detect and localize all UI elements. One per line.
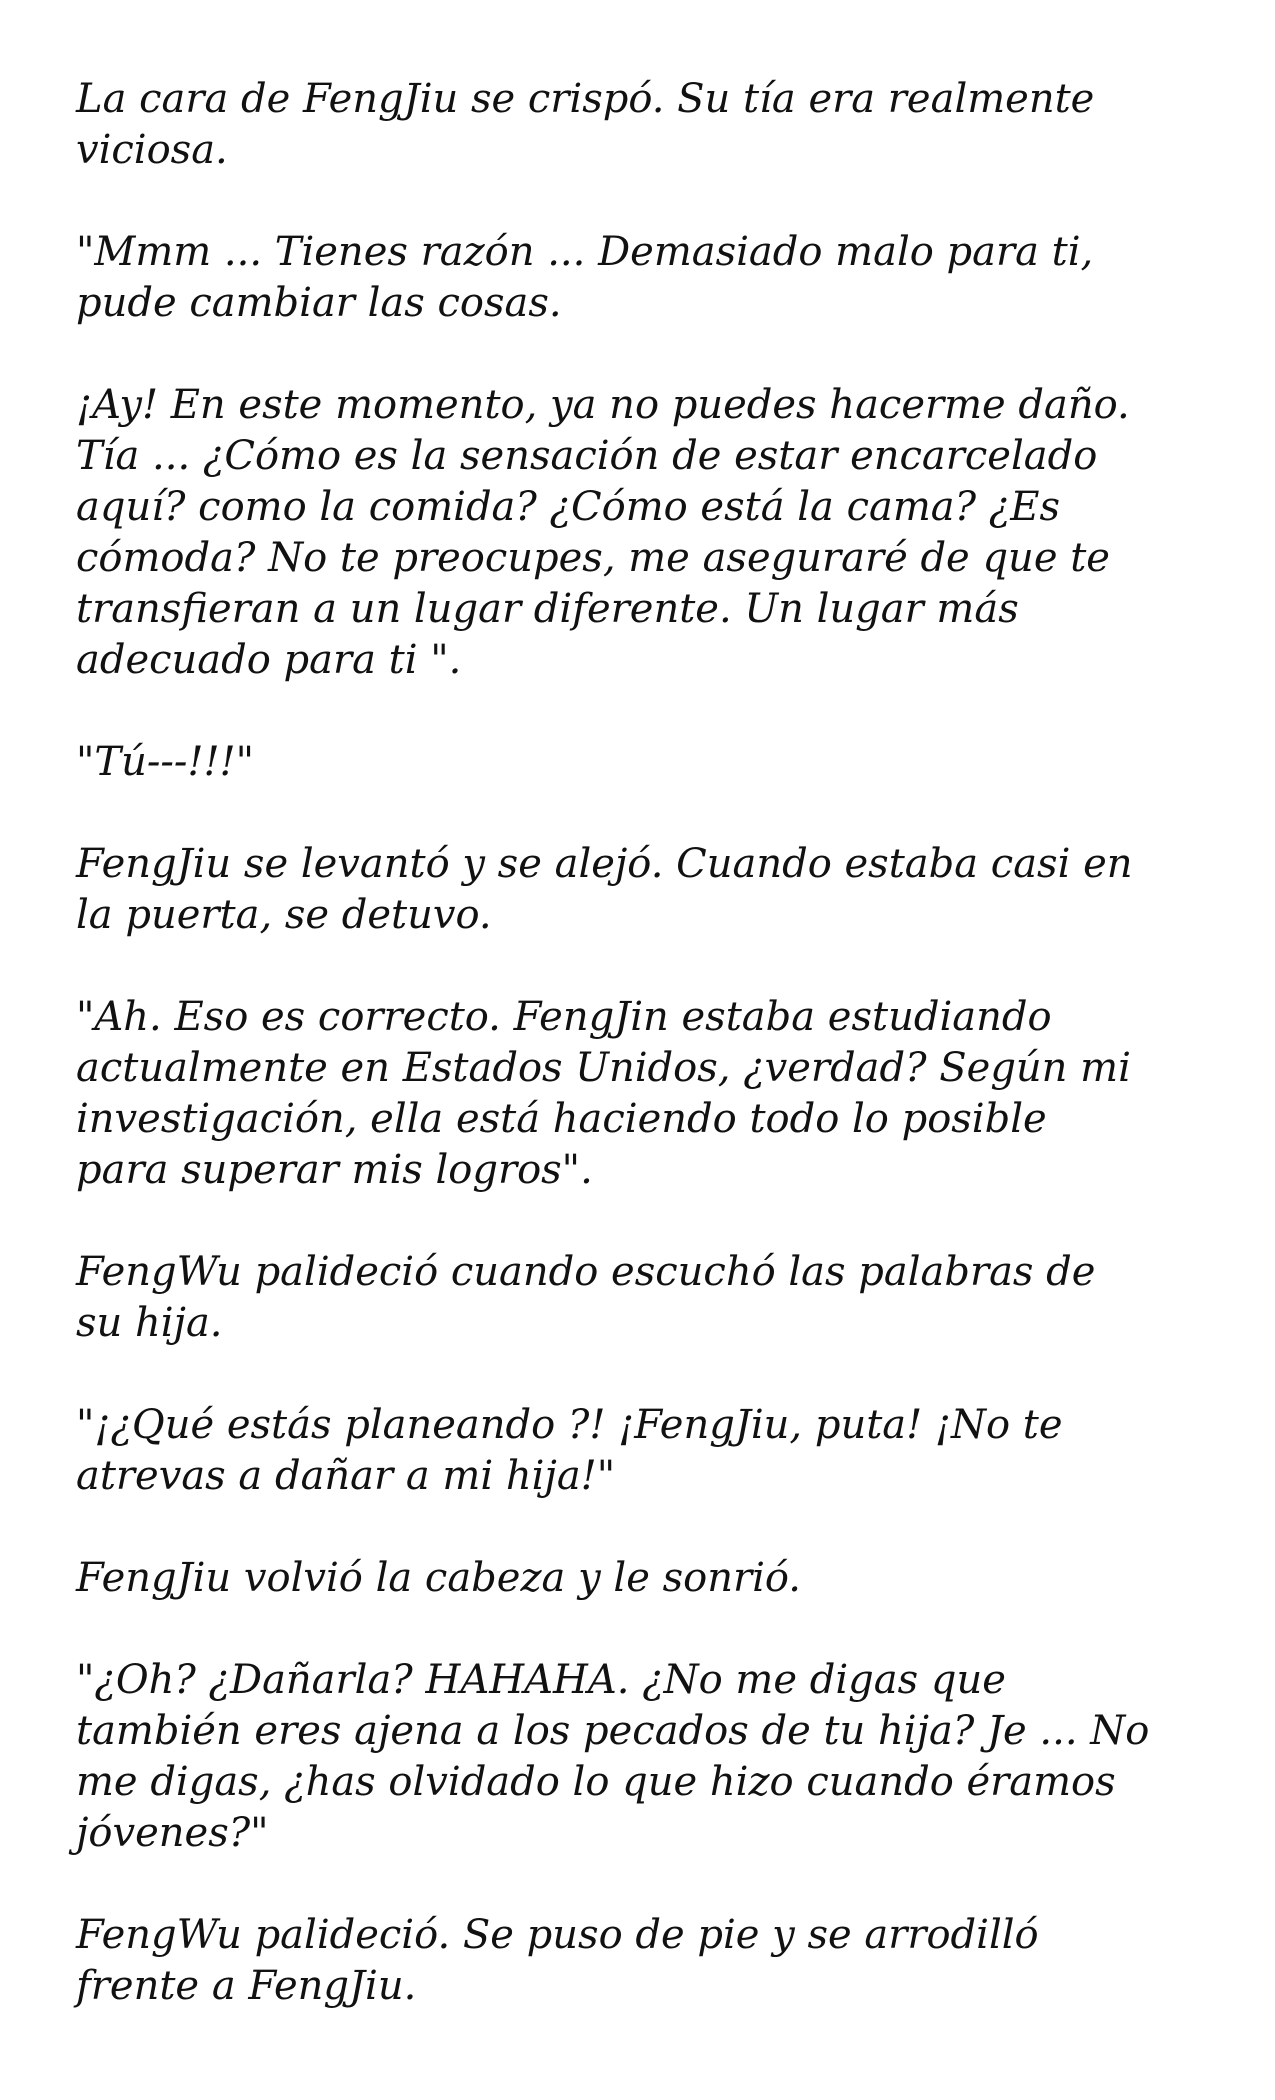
text-line: "¿Oh? ¿Dañarla? HAHAHA. ¿No me digas que xyxy=(76,1657,1006,1703)
paragraph xyxy=(76,380,1226,686)
paragraph xyxy=(76,1655,1226,1859)
document-page xyxy=(76,74,1226,2012)
text-line: ¡Ay! En este momento, ya no puedes hacerme daño. xyxy=(76,382,1130,428)
text-line: aquí? como la comida? ¿Cómo está la cama? ¿Es xyxy=(76,484,1060,530)
text-line: FengJiu volvió la cabeza y le sonrió. xyxy=(76,1555,801,1601)
text-line: FengWu palideció cuando escuchó las palabras de xyxy=(76,1249,1096,1295)
paragraph xyxy=(76,1400,1226,1502)
paragraph xyxy=(76,1910,1226,2012)
text-line: su hija. xyxy=(76,1300,223,1346)
paragraph xyxy=(76,227,1226,329)
text-line: investigación, ella está haciendo todo lo posible xyxy=(76,1096,1047,1142)
text-line: para superar mis logros". xyxy=(76,1147,593,1193)
text-line: adecuado para ti ". xyxy=(76,637,462,683)
paragraph xyxy=(76,74,1226,176)
text-line: la puerta, se detuvo. xyxy=(76,892,492,938)
paragraph xyxy=(76,1553,1226,1604)
text-line: me digas, ¿has olvidado lo que hizo cuando éramos xyxy=(76,1759,1116,1805)
paragraph xyxy=(76,839,1226,941)
text-line: "Mmm ... Tienes razón ... Demasiado malo para ti, xyxy=(76,229,1094,275)
text-line: "Tú---!!!" xyxy=(76,739,255,785)
text-line: jóvenes?" xyxy=(76,1810,269,1856)
text-line: FengJiu se levantó y se alejó. Cuando estaba casi en xyxy=(76,841,1133,887)
text-line: cómoda? No te preocupes, me aseguraré de que te xyxy=(76,535,1110,581)
text-line: "¡¿Qué estás planeando ?! ¡FengJiu, puta! ¡No te xyxy=(76,1402,1063,1448)
text-line: viciosa. xyxy=(76,127,228,173)
text-line: actualmente en Estados Unidos, ¿verdad? Según mi xyxy=(76,1045,1131,1091)
paragraph xyxy=(76,737,1226,788)
text-line: también eres ajena a los pecados de tu hija? Je ... No xyxy=(76,1708,1150,1754)
text-line: La cara de FengJiu se crispó. Su tía era realmente xyxy=(76,76,1095,122)
text-line: frente a FengJiu. xyxy=(76,1963,417,2009)
text-line: pude cambiar las cosas. xyxy=(76,280,562,326)
paragraph xyxy=(76,1247,1226,1349)
text-line: Tía ... ¿Cómo es la sensación de estar encarcelado xyxy=(76,433,1098,479)
paragraph xyxy=(76,992,1226,1196)
text-line: transfieran a un lugar diferente. Un lugar más xyxy=(76,586,1019,632)
text-line: FengWu palideció. Se puso de pie y se arrodilló xyxy=(76,1912,1039,1958)
text-line: atrevas a dañar a mi hija!" xyxy=(76,1453,616,1499)
text-line: "Ah. Eso es correcto. FengJin estaba estudiando xyxy=(76,994,1052,1040)
